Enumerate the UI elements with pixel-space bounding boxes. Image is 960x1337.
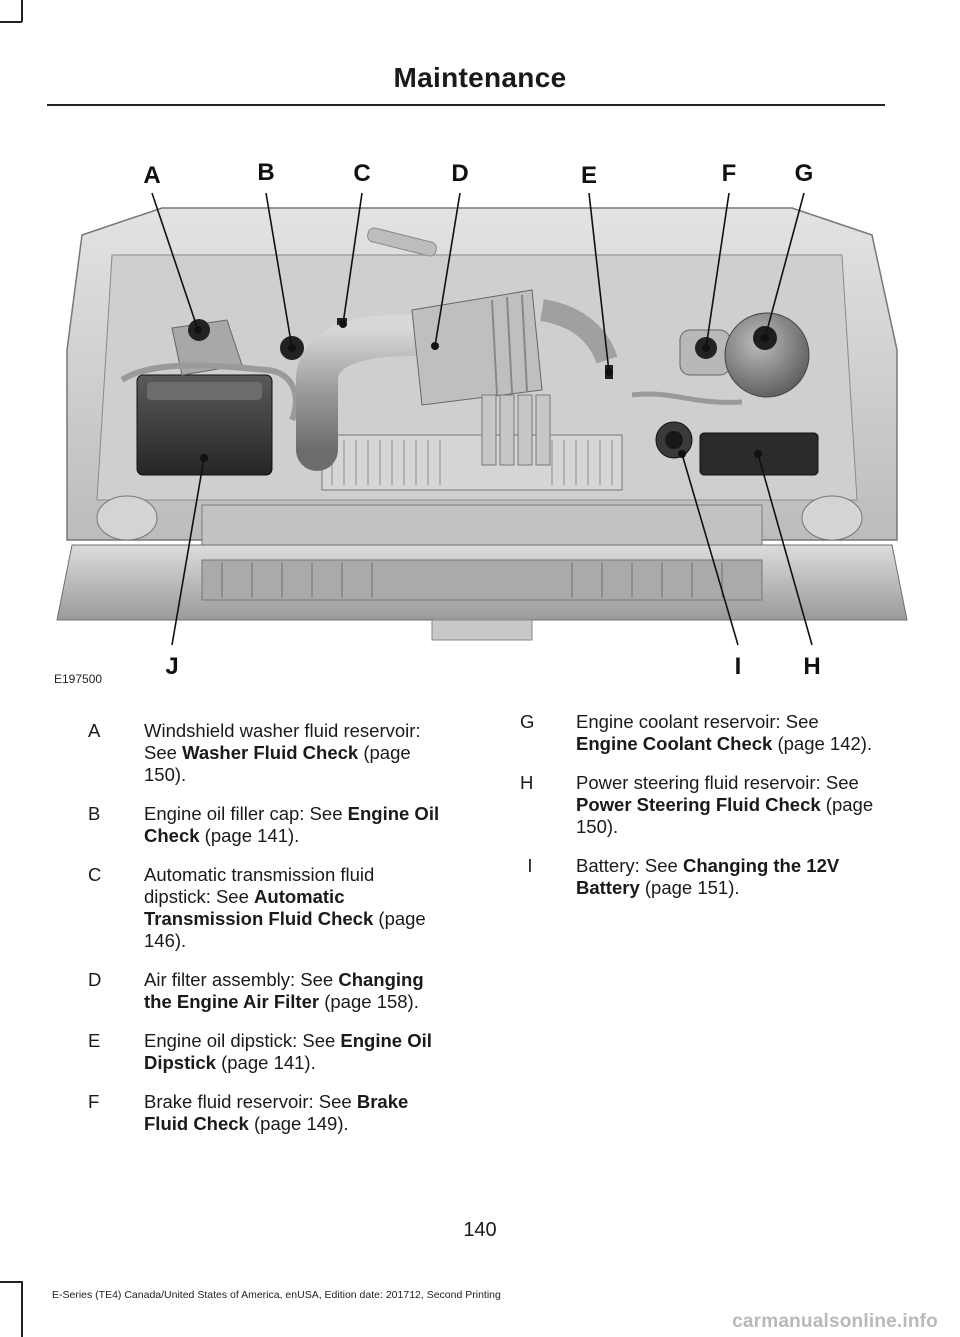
item-text — [144, 969, 440, 1013]
power-steering-cap — [665, 431, 683, 449]
item-reference: Changing the 12V Battery — [576, 855, 840, 898]
item-description: Engine coolant reservoir: See — [576, 711, 819, 732]
item-description: Automatic transmission fluid dipstick: See — [144, 864, 375, 907]
callout-dot-g — [761, 334, 769, 342]
item-page: (page 158). — [319, 991, 419, 1012]
callout-label-f: F — [721, 160, 737, 187]
callout-dot-f — [702, 344, 710, 352]
callout-dot-a — [194, 326, 202, 334]
list-item — [88, 969, 440, 1013]
callout-dot-c — [339, 320, 347, 328]
item-reference: Changing the Engine Air Filter — [144, 969, 424, 1012]
item-page: (page 151). — [639, 877, 740, 898]
list-item — [88, 1030, 440, 1074]
callout-dot-b — [288, 344, 296, 352]
item-text — [144, 803, 440, 847]
callout-dot-i — [678, 450, 686, 458]
callout-label-i: I — [734, 653, 742, 680]
footer-edition-info: E-Series (TE4) Canada/United States of America, enUSA, Edition date: 201712, Second Printing — [52, 1289, 501, 1301]
list-item — [88, 864, 440, 952]
item-page: (page 141). — [215, 1052, 316, 1073]
item-description: Air filter assembly: See — [144, 969, 339, 990]
callout-label-h: H — [803, 653, 821, 680]
crop-mark-bottom-left-v — [21, 1281, 23, 1337]
license-plate-area — [432, 620, 532, 640]
item-text — [576, 772, 880, 838]
item-letter: E — [88, 1030, 101, 1051]
item-text — [144, 1030, 440, 1074]
crop-mark-top-left-h — [0, 21, 22, 23]
item-description: Power steering fluid reservoir: See — [576, 772, 859, 793]
item-description: Brake fluid reservoir: See — [144, 1091, 357, 1112]
item-text — [576, 855, 880, 899]
item-page: (page 146). — [144, 908, 426, 951]
list-item — [520, 772, 880, 838]
grille-lower — [202, 560, 762, 600]
header-divider — [47, 104, 885, 106]
item-letter: B — [88, 803, 101, 824]
component-list-left — [88, 720, 440, 1152]
page-title: Maintenance — [393, 62, 567, 93]
item-letter: H — [520, 772, 534, 793]
item-text — [576, 711, 880, 755]
item-text — [144, 1091, 440, 1135]
right-headlamp — [802, 496, 862, 540]
front-crossmember — [202, 505, 762, 545]
list-item — [88, 803, 440, 847]
item-page: (page 141). — [199, 825, 300, 846]
list-item — [88, 720, 440, 786]
item-reference: Engine Coolant Check — [576, 733, 773, 754]
component-list-right — [520, 711, 880, 916]
callout-dot-d — [431, 342, 439, 350]
figure-code: E197500 — [54, 672, 103, 686]
item-letter: I — [527, 855, 533, 876]
item-reference: Automatic Transmission Fluid Check — [144, 886, 374, 929]
left-headlamp — [97, 496, 157, 540]
item-page: (page 149). — [248, 1113, 349, 1134]
list-item — [88, 1091, 440, 1135]
item-letter: G — [520, 711, 535, 732]
item-reference: Washer Fluid Check — [182, 742, 359, 763]
radiator — [322, 435, 622, 490]
callout-dot-e — [605, 368, 613, 376]
page-number: 140 — [463, 1219, 497, 1241]
callout-label-e: E — [580, 162, 598, 189]
item-letter: C — [88, 864, 102, 885]
item-description: Windshield washer fluid reservoir: See — [144, 720, 421, 763]
callout-label-d: D — [451, 160, 469, 187]
item-letter: F — [88, 1091, 100, 1112]
callout-label-a: A — [143, 162, 161, 189]
item-page: (page 142). — [772, 733, 873, 754]
item-reference: Engine Oil Dipstick — [144, 1030, 432, 1073]
item-reference: Power Steering Fluid Check — [576, 794, 821, 815]
item-reference: Engine Oil Check — [144, 803, 440, 846]
watermark: carmanualsonline.info — [732, 1311, 938, 1332]
crop-mark-bottom-left-h — [0, 1281, 22, 1283]
battery-top — [147, 382, 262, 400]
callout-dot-h — [754, 450, 762, 458]
item-letter: D — [88, 969, 102, 990]
callout-label-b: B — [257, 159, 275, 186]
item-reference: Brake Fluid Check — [144, 1091, 409, 1134]
engine-compartment-illustration — [52, 150, 910, 690]
crop-mark-top-left-v — [21, 0, 23, 22]
item-page: (page 150). — [144, 742, 411, 785]
list-item — [520, 711, 880, 755]
list-item — [520, 855, 880, 899]
item-description: Engine oil filler cap: See — [144, 803, 348, 824]
item-text — [144, 720, 440, 786]
callout-label-j: J — [165, 653, 179, 680]
item-description: Engine oil dipstick: See — [144, 1030, 341, 1051]
item-letter: A — [88, 720, 101, 741]
item-text — [144, 864, 440, 952]
engine-compartment-figure — [52, 150, 910, 690]
callout-label-c: C — [353, 160, 371, 187]
item-page: (page 150). — [576, 794, 874, 837]
item-description: Battery: See — [576, 855, 683, 876]
callout-dot-j — [200, 454, 208, 462]
coolant-reservoir — [725, 313, 809, 397]
callout-label-g: G — [794, 160, 814, 187]
